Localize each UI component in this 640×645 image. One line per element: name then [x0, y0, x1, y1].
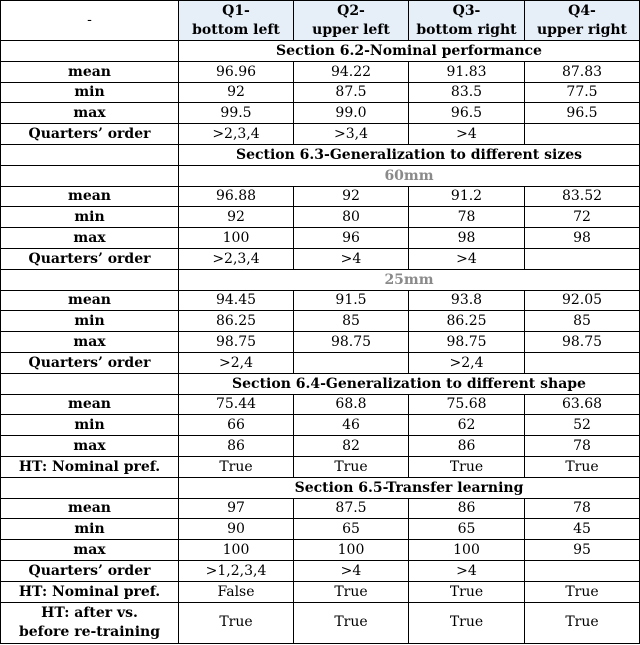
cell: 75.68	[409, 394, 525, 415]
row-label: Quarters’ order	[1, 124, 179, 145]
row-label: min	[1, 415, 179, 436]
cell: True	[294, 602, 409, 643]
cell: 95	[525, 540, 640, 561]
cell: 98	[409, 228, 525, 249]
row-label: HT: after vs. before re-training	[1, 602, 179, 643]
table-row	[1, 436, 640, 457]
table-row	[1, 352, 640, 373]
table-row	[1, 415, 640, 436]
cell: 85	[525, 311, 640, 332]
table-row	[1, 186, 640, 207]
cell: 98.75	[179, 332, 294, 353]
table-row	[1, 602, 640, 643]
table-row	[1, 519, 640, 540]
cell: True	[409, 456, 525, 477]
cell: 98	[525, 228, 640, 249]
cell: 65	[409, 519, 525, 540]
cell: 100	[179, 228, 294, 249]
cell: 78	[525, 498, 640, 519]
cell: 93.8	[409, 290, 525, 311]
table-row	[1, 124, 640, 145]
table-row	[1, 207, 640, 228]
section-row	[1, 477, 640, 498]
row-label: mean	[1, 290, 179, 311]
cell: 96	[294, 228, 409, 249]
cell: >4	[409, 248, 525, 269]
cell: 45	[525, 519, 640, 540]
row-label: mean	[1, 186, 179, 207]
table-row	[1, 248, 640, 269]
cell: 100	[409, 540, 525, 561]
cell: 46	[294, 415, 409, 436]
cell	[525, 124, 640, 145]
cell: 86	[409, 436, 525, 457]
cell: 87.5	[294, 82, 409, 103]
cell: 96.5	[525, 103, 640, 124]
cell	[294, 352, 409, 373]
cell: 75.44	[179, 394, 294, 415]
cell: 91.2	[409, 186, 525, 207]
cell: >2,4	[409, 352, 525, 373]
table-row	[1, 581, 640, 602]
cell: >4	[294, 560, 409, 581]
corner-cell: -	[1, 1, 179, 41]
table-row	[1, 311, 640, 332]
cell: True	[294, 456, 409, 477]
cell: >4	[409, 124, 525, 145]
row-label: Quarters’ order	[1, 560, 179, 581]
cell: 92	[294, 186, 409, 207]
cell: >4	[409, 560, 525, 581]
cell	[525, 560, 640, 581]
cell: 86	[409, 498, 525, 519]
section-title: Section 6.3-Generalization to different sizes	[179, 144, 640, 165]
section-row	[1, 373, 640, 394]
row-label: Quarters’ order	[1, 352, 179, 373]
cell: 77.5	[525, 82, 640, 103]
cell: 92.05	[525, 290, 640, 311]
cell: >2,3,4	[179, 248, 294, 269]
cell: True	[525, 456, 640, 477]
table-row	[1, 82, 640, 103]
row-label: max	[1, 228, 179, 249]
col-header-q2: Q2- upper left	[294, 1, 409, 41]
section-title: Section 6.2-Nominal performance	[179, 41, 640, 62]
row-label: Quarters’ order	[1, 248, 179, 269]
row-label: HT: Nominal pref.	[1, 456, 179, 477]
row-label: max	[1, 540, 179, 561]
cell: 52	[525, 415, 640, 436]
cell: 68.8	[294, 394, 409, 415]
cell: 94.22	[294, 61, 409, 82]
cell: 86.25	[179, 311, 294, 332]
row-label: HT: Nominal pref.	[1, 581, 179, 602]
cell: 96.88	[179, 186, 294, 207]
cell: True	[525, 581, 640, 602]
cell: 99.0	[294, 103, 409, 124]
table-row	[1, 61, 640, 82]
section-row	[1, 41, 640, 62]
table-row	[1, 540, 640, 561]
cell: 86.25	[409, 311, 525, 332]
cell: 92	[179, 207, 294, 228]
cell: >1,2,3,4	[179, 560, 294, 581]
cell: 62	[409, 415, 525, 436]
table-row	[1, 394, 640, 415]
subsection-title: 25mm	[179, 269, 640, 290]
table-row	[1, 456, 640, 477]
subsection-row	[1, 165, 640, 186]
table-row	[1, 560, 640, 581]
cell: True	[409, 602, 525, 643]
cell: True	[179, 602, 294, 643]
table-row	[1, 498, 640, 519]
row-label: max	[1, 103, 179, 124]
cell: 100	[179, 540, 294, 561]
section-title: Section 6.5-Transfer learning	[179, 477, 640, 498]
cell: 97	[179, 498, 294, 519]
cell: 78	[525, 436, 640, 457]
cell: 94.45	[179, 290, 294, 311]
subsection-row	[1, 269, 640, 290]
section-title: Section 6.4-Generalization to different shape	[179, 373, 640, 394]
section-row	[1, 144, 640, 165]
cell: 98.75	[294, 332, 409, 353]
cell	[525, 248, 640, 269]
table-row	[1, 228, 640, 249]
row-label: min	[1, 311, 179, 332]
row-label: min	[1, 82, 179, 103]
cell: >3,4	[294, 124, 409, 145]
row-label: mean	[1, 394, 179, 415]
header-row	[1, 1, 640, 41]
row-label: mean	[1, 498, 179, 519]
cell: 86	[179, 436, 294, 457]
cell: 98.75	[409, 332, 525, 353]
cell: >2,4	[179, 352, 294, 373]
row-label: min	[1, 519, 179, 540]
cell: True	[525, 602, 640, 643]
cell: 100	[294, 540, 409, 561]
cell: 78	[409, 207, 525, 228]
cell: 85	[294, 311, 409, 332]
cell: False	[179, 581, 294, 602]
cell: 96.96	[179, 61, 294, 82]
cell: 92	[179, 82, 294, 103]
cell: True	[294, 581, 409, 602]
cell: 99.5	[179, 103, 294, 124]
cell: 98.75	[525, 332, 640, 353]
cell: >2,3,4	[179, 124, 294, 145]
row-label: min	[1, 207, 179, 228]
cell: 66	[179, 415, 294, 436]
cell: 63.68	[525, 394, 640, 415]
cell: 91.83	[409, 61, 525, 82]
cell: 83.52	[525, 186, 640, 207]
row-label: max	[1, 436, 179, 457]
cell: True	[179, 456, 294, 477]
cell: 91.5	[294, 290, 409, 311]
row-label: max	[1, 332, 179, 353]
cell: 65	[294, 519, 409, 540]
cell: 83.5	[409, 82, 525, 103]
col-header-q4: Q4- upper right	[525, 1, 640, 41]
cell: >4	[294, 248, 409, 269]
cell: 96.5	[409, 103, 525, 124]
cell: 87.5	[294, 498, 409, 519]
subsection-title: 60mm	[179, 165, 640, 186]
cell: True	[409, 581, 525, 602]
cell: 82	[294, 436, 409, 457]
row-label: mean	[1, 61, 179, 82]
col-header-q1: Q1- bottom left	[179, 1, 294, 41]
cell: 72	[525, 207, 640, 228]
cell: 90	[179, 519, 294, 540]
cell	[525, 352, 640, 373]
col-header-q3: Q3- bottom right	[409, 1, 525, 41]
table-row	[1, 103, 640, 124]
table-row	[1, 290, 640, 311]
cell: 80	[294, 207, 409, 228]
table-row	[1, 332, 640, 353]
cell: 87.83	[525, 61, 640, 82]
